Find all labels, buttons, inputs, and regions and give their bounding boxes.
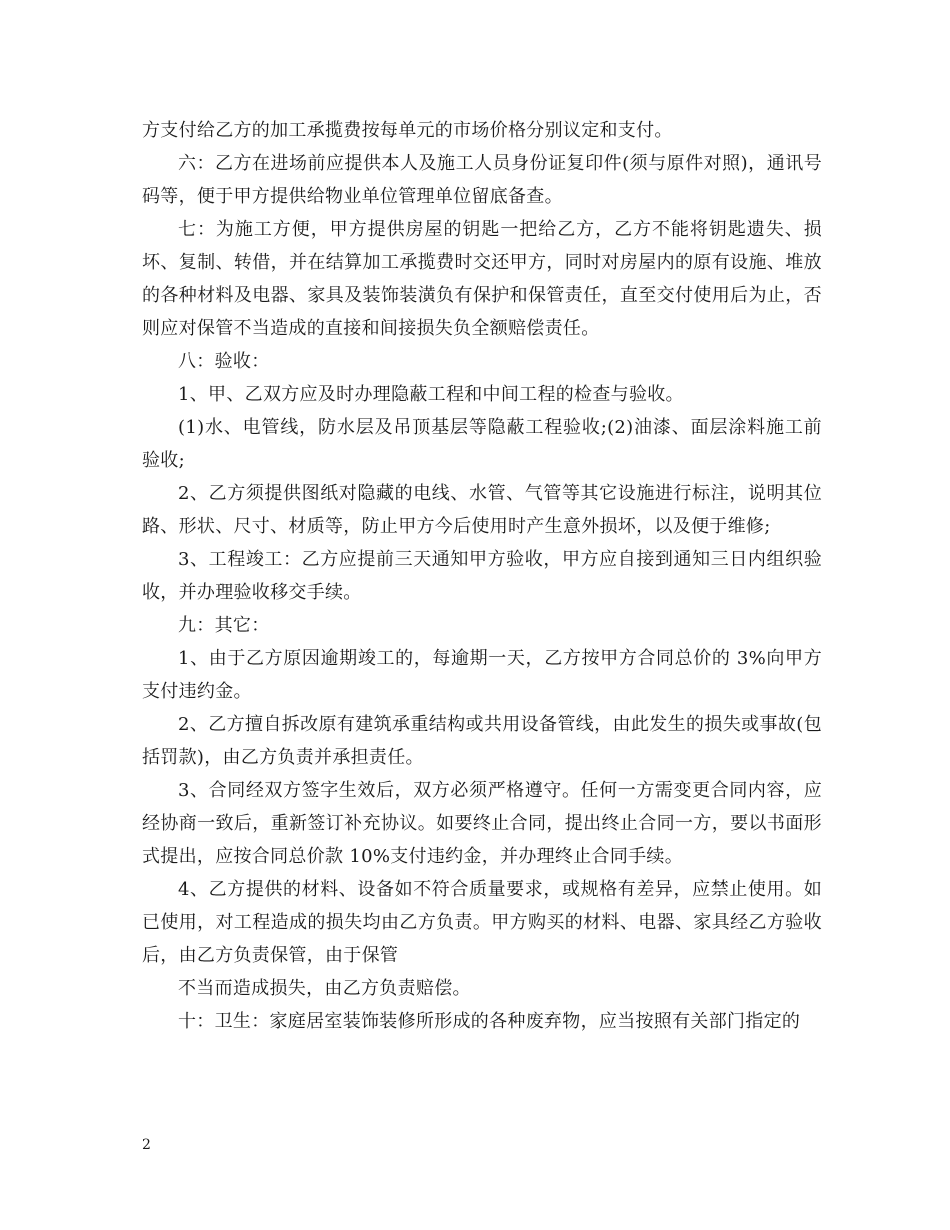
paragraph-clause-10-hygiene: 十：卫生：家庭居室装饰装修所形成的各种废弃物，应当按照有关部门指定的 xyxy=(178,1011,801,1032)
paragraph-clause-9-item-2: 2、乙方擅自拆改原有建筑承重结构或共用设备管线，由此发生的损失或事故(包括罚款)，由乙方负责并承担责任。 xyxy=(142,714,822,768)
paragraph-payment-continuation: 方支付给乙方的加工承揽费按每单元的市场价格分别议定和支付。 xyxy=(142,120,673,141)
paragraph-clause-7-keys: 七：为施工方便，甲方提供房屋的钥匙一把给乙方，乙方不能将钥匙遗失、损坏、复制、转借，并在结算加工承揽费时交还甲方，同时对房屋内的原有设施、堆放的各种材料及电器、家具及装饰装潢负有保护和保管责任，直至交付使用后为止，否则应对保管不当造成的直接和间接损失负全额赔偿责任。 xyxy=(142,219,822,339)
paragraph-clause-9-item-4: 4、乙方提供的材料、设备如不符合质量要求，或规格有差异，应禁止使用。如已使用，对工程造成的损失均由乙方负责。甲方购买的材料、电器、家具经乙方验收后，由乙方负责保管，由于保管 xyxy=(142,879,822,966)
paragraph-clause-9-item-3: 3、合同经双方签字生效后，双方必须严格遵守。任何一方需变更合同内容，应经协商一致后，重新签订补充协议。如要终止合同，提出终止合同一方，要以书面形式提出，应按合同总价款 10%支付违约金，并办理终止合同手续。 xyxy=(142,780,822,867)
paragraph-clause-9-item-1: 1、由于乙方原因逾期竣工的，每逾期一天，乙方按甲方合同总价的 3%向甲方支付违约金。 xyxy=(142,648,822,702)
heading-clause-8-acceptance: 八：验收： xyxy=(178,351,270,372)
paragraph-clause-8-item-2: 2、乙方须提供图纸对隐藏的电线、水管、气管等其它设施进行标注，说明其位路、形状、尺寸、材质等，防止甲方今后使用时产生意外损坏，以及便于维修; xyxy=(142,483,822,537)
paragraph-clause-8-item-3: 3、工程竣工：乙方应提前三天通知甲方验收，甲方应自接到通知三日内组织验收，并办理验收移交手续。 xyxy=(142,549,822,603)
page-number: 2 xyxy=(142,1137,151,1153)
paragraph-clause-6-id-documents: 六：乙方在进场前应提供本人及施工人员身份证复印件(须与原件对照)，通讯号码等，便于甲方提供给物业单位管理单位留底备查。 xyxy=(142,153,822,207)
paragraph-clause-9-item-4-continued: 不当而造成损失，由乙方负责赔偿。 xyxy=(178,978,471,999)
document-body xyxy=(142,114,822,1038)
paragraph-clause-8-item-1: 1、甲、乙双方应及时办理隐蔽工程和中间工程的检查与验收。 xyxy=(178,384,684,405)
heading-clause-9-other: 九：其它： xyxy=(178,615,270,636)
paragraph-clause-8-subitems: (1)水、电管线，防水层及吊顶基层等隐蔽工程验收;(2)油漆、面层涂料施工前验收; xyxy=(142,417,822,471)
